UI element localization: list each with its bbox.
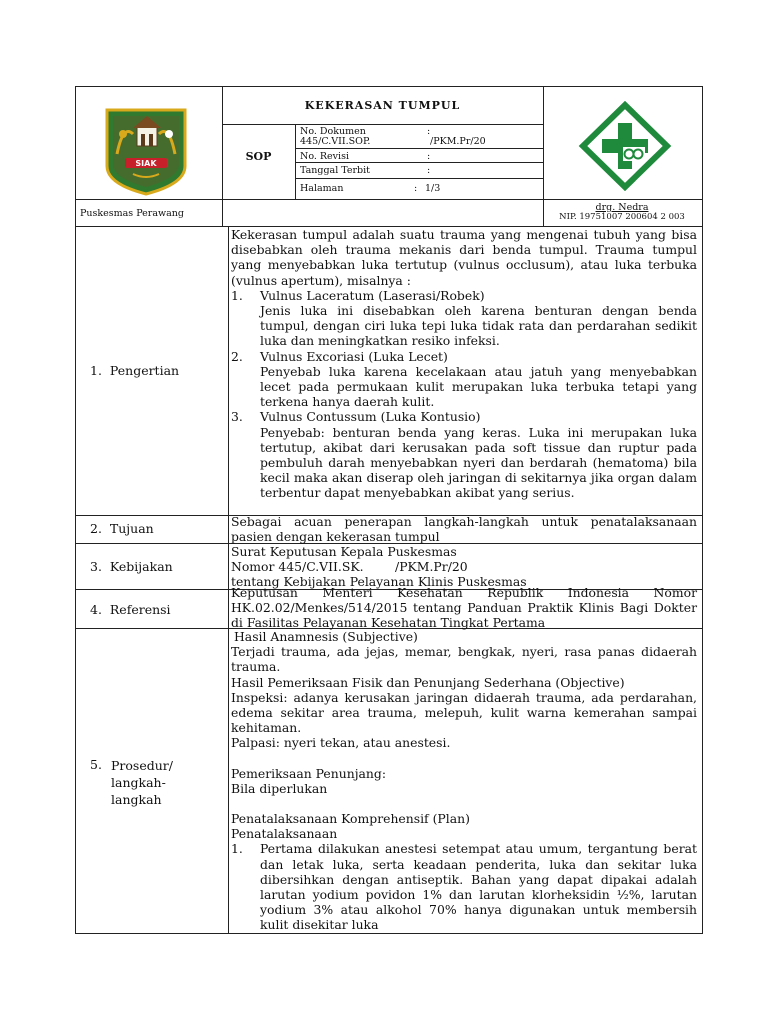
section-title: Pengertian — [109, 363, 180, 378]
institution-name: Puskesmas Perawang — [80, 208, 184, 219]
section-content-pengertian — [231, 227, 697, 501]
plan-title: Penatalaksanaan Komprehensif (Plan) — [231, 811, 470, 827]
divider — [75, 199, 703, 200]
document-title: KEKERASAN TUMPUL — [304, 99, 461, 112]
section-number: 4. — [90, 602, 102, 617]
field-sep: : — [427, 151, 431, 162]
field-value-sop-number: /PKM.Pr/20 — [430, 136, 486, 147]
divider — [295, 148, 543, 149]
section-title-line: Prosedur/ — [111, 758, 173, 773]
item-number: 1. — [231, 287, 243, 303]
field-label-no-dokumen: No. Dokumen — [300, 126, 366, 137]
section-title: Referensi — [109, 602, 171, 617]
divider — [295, 178, 543, 179]
kebijakan-line: Surat Keputusan Kepala Puskesmas — [231, 544, 457, 559]
section-title: Kebijakan — [109, 559, 173, 574]
signer-name: drg. Nedra — [595, 202, 649, 213]
divider — [222, 124, 543, 125]
section-label-kebijakan — [90, 559, 173, 574]
objective-title: Hasil Pemeriksaan Fisik dan Penunjang Sederhana (Objective) — [231, 674, 625, 690]
item-title: Vulnus Excoriasi (Luka Lecet) — [260, 348, 448, 364]
section-title: Tujuan — [109, 521, 154, 536]
section-label-pengertian — [90, 363, 179, 378]
item-number: 1. — [231, 841, 243, 857]
kebijakan-line: tentang Kebijakan Pelayanan Klinis Puskesmas — [231, 574, 527, 590]
kebijakan-line: Nomor 445/C.VII.SK. /PKM.Pr/20 — [231, 559, 468, 575]
field-value-halaman: 1/3 — [425, 183, 441, 194]
item-text: Pertama dilakukan anestesi setempat atau umum, tergantung berat dan letak luka, serta keadaan penderita, luka dan sekitar luka dibersihkan dengan antiseptik. Bahan yang dapat dipakai adalah larutan yodium povidon 1% dan larutan klorheksidin ½%, larutan yodium 3% atau alkohol 70% hanya digunakan untuk membersih kulit disekitar luka — [260, 841, 697, 933]
list-item — [231, 841, 697, 932]
divider — [228, 226, 229, 934]
palpasi-text: Palpasi: nyeri tekan, atau anestesi. — [231, 735, 451, 751]
puskesmas-logo-icon — [577, 101, 673, 191]
section-label-prosedur — [111, 757, 173, 808]
divider — [295, 162, 543, 163]
signer-nip: NIP. 19751007 200604 2 003 — [559, 212, 685, 222]
field-label-halaman: Halaman — [300, 183, 344, 194]
referensi-text: Keputusan Menteri Kesehatan Republik Indonesia Nomor HK.02.02/Menkes/514/2015 tentang Panduan Praktik Klinis Bagi Dokter di Fasilitas Pelayanan Kesehatan Tingkat Pertama — [231, 585, 697, 631]
field-sep: : — [427, 165, 431, 176]
section-title-line: langkah — [111, 792, 162, 807]
sop-label: SOP — [245, 150, 272, 163]
section-title-line: langkah- — [111, 775, 166, 790]
section-label-tujuan — [90, 521, 154, 536]
penunjang-text: Bila diperlukan — [231, 780, 328, 796]
item-description: Penyebab: benturan benda yang keras. Luka ini merupakan luka tertutup, akibat dari kerusakan pada soft tissue dan ruptur pada pembuluh darah menyebabkan nyeri dan berdarah (hematoma) bila kecil maka akan diserap oleh jaringan di sekitarnya jika organ dalam terbentur dapat menyebabkan akibat yang serius. — [260, 424, 697, 501]
item-description: Jenis luka ini disebabkan oleh karena benturan dengan benda tumpul, dengan ciri luka tepi luka tidak rata dan perdarahan sedikit luka dan meningkatkan resiko infeksi. — [260, 303, 697, 349]
inspeksi-text: Inspeksi: adanya kerusakan jaringan didaerah trauma, ada perdarahan, edema sekitar area trauma, melepuh, kulit warna kemerahan sampai kehitaman. — [231, 689, 697, 736]
subjective-title: Hasil Anamnesis (Subjective) — [234, 629, 418, 644]
plan-subtitle: Penatalaksanaan — [231, 826, 338, 842]
siak-banner-text: SIAK — [135, 159, 157, 168]
item-title: Vulnus Laceratum (Laserasi/Robek) — [260, 287, 485, 303]
subjective-text: Terjadi trauma, ada jejas, memar, bengkak, nyeri, rasa panas didaerah trauma. — [231, 644, 697, 675]
section-number: 3. — [90, 559, 102, 574]
list-item — [231, 409, 697, 424]
tujuan-text: Sebagai acuan penerapan langkah-langkah untuk penatalaksanaan pasien dengan kekerasan tumpul — [231, 514, 697, 545]
item-number: 3. — [231, 409, 243, 425]
field-sep: : — [427, 126, 431, 137]
field-sep: : — [414, 183, 418, 194]
list-item — [231, 288, 697, 303]
field-label-tanggal-terbit: Tanggal Terbit — [300, 165, 370, 176]
section-number: 5. — [90, 757, 102, 772]
pengertian-intro: Kekerasan tumpul adalah suatu trauma yang mengenai tubuh yang bisa disebabkan oleh trauma mekanis dari benda tumpul. Trauma tumpul yang menyebabkan luka tertutup (vulnus occlusum), atau luka terbuka (vulnus apertum), misalnya : — [231, 227, 697, 288]
section-content-kebijakan — [231, 544, 697, 590]
siak-regency-emblem-icon — [103, 104, 189, 196]
field-label-sop-number: 445/C.VII.SOP. — [300, 136, 371, 147]
section-content-prosedur — [231, 629, 697, 933]
item-number: 2. — [231, 348, 243, 364]
list-item — [231, 349, 697, 364]
penunjang-title: Pemeriksaan Penunjang: — [231, 765, 387, 781]
field-label-no-revisi: No. Revisi — [300, 151, 349, 162]
section-label-referensi — [90, 602, 171, 617]
item-title: Vulnus Contussum (Luka Kontusio) — [260, 409, 481, 425]
section-number: 2. — [90, 521, 102, 536]
section-number: 1. — [90, 363, 102, 378]
item-description: Penyebab luka karena kecelakaan atau jatuh yang menyebabkan lecet pada permukaan kulit merupakan luka terbuka tetapi yang terkena hanya daerah kulit. — [260, 363, 697, 410]
